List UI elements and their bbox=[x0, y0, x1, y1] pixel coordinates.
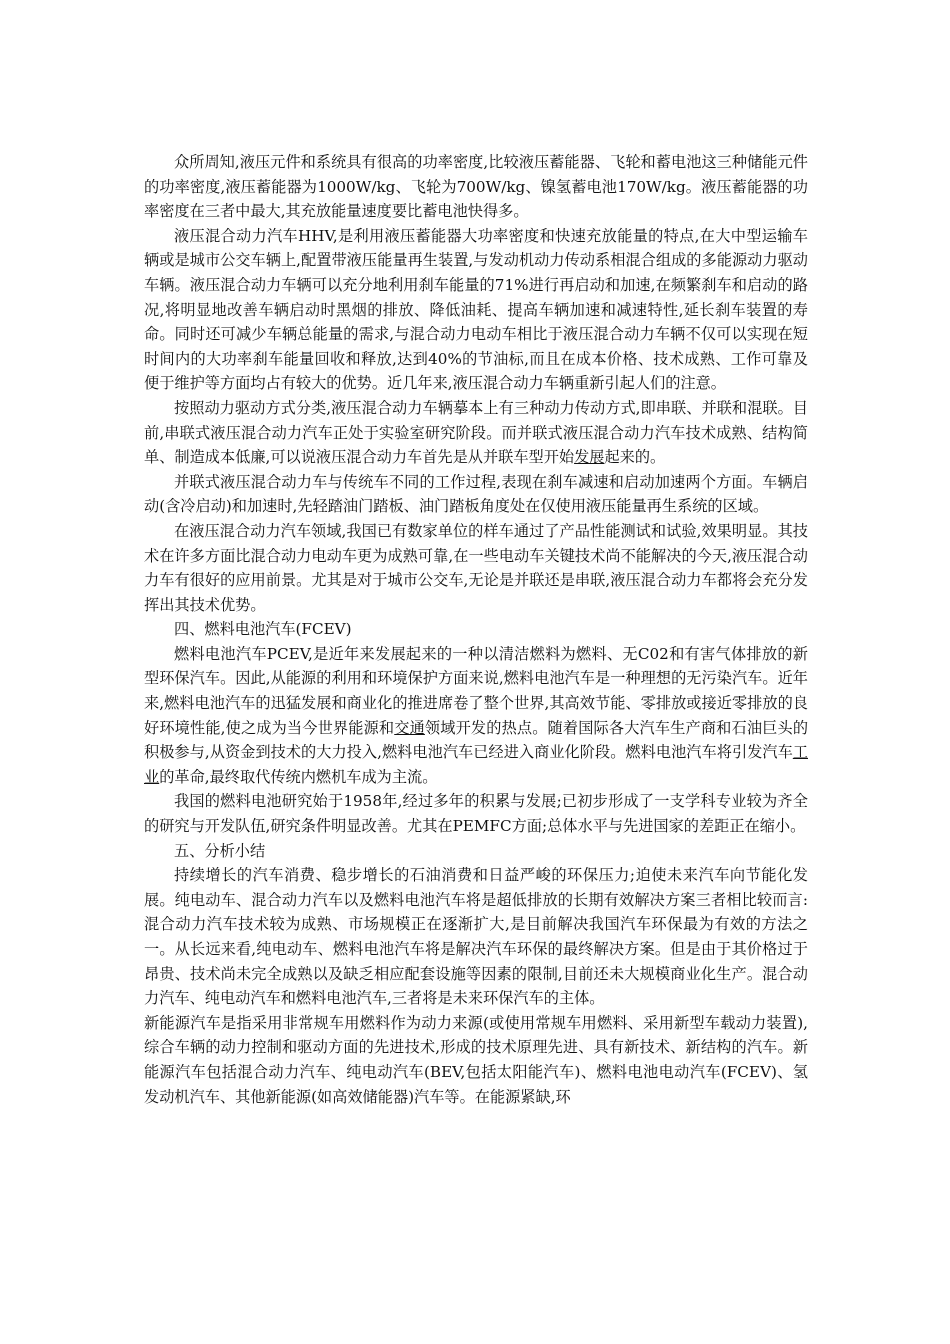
paragraph-parallel-process: 并联式液压混合动力车与传统车不同的工作过程,表现在刹车减速和启动加速两个方面。车辆启动(含冷启动)和加速时,先轻踏油门踏板、油门踏板角度处在仅使用液压能量再生系统的区域。 bbox=[144, 472, 808, 516]
link-development[interactable]: 发展 bbox=[574, 448, 605, 467]
text-run: 起来的。 bbox=[604, 448, 666, 467]
link-industry[interactable]: 工业 bbox=[144, 743, 808, 786]
text-run: 的革命,最终取代传统内燃机车成为主流。 bbox=[159, 767, 438, 786]
paragraph-fcev-intro bbox=[144, 642, 808, 790]
paragraph-domestic-status: 在液压混合动力汽车领域,我国已有数家单位的样车通过了产品性能测试和试验,效果明显。其技术在许多方面比混合动力电动车更为成熟可靠,在一些电动车关键技术尚不能解决的今天,液压混合动力车有很好的应用前景。尤其是对于城市公交车,无论是并联还是串联,液压混合动力车都将会充分发挥出其技术优势。 bbox=[144, 521, 808, 614]
paragraph-drive-modes bbox=[144, 396, 808, 470]
text-run: 按照动力驱动方式分类,液压混合动力车辆摹本上有三种动力传动方式,即串联、并联和混联。目前,串联式液压混合动力汽车正处于实验室研究阶段。而并联式液压混合动力汽车技术成熟、结构简单、制造成本低廉,可以说液压混合动力车首先是从并联车型开始 bbox=[144, 398, 808, 467]
section-heading-summary: 五、分析小结 bbox=[174, 841, 266, 860]
paragraph-power-density: 众所周知,液压元件和系统具有很高的功率密度,比较液压蓄能器、飞轮和蓄电池这三种储能元件的功率密度,液压蓄能器为1000W/kg、飞轮为700W/kg、镍氢蓄电池170W/kg。液压蓄能器的功率密度在三者中最大,其充放能量速度要比蓄电池快得多。 bbox=[144, 153, 808, 221]
paragraph-new-energy-definition: 新能源汽车是指采用非常规车用燃料作为动力来源(或使用常规车用燃料、采用新型车载动力装置),综合车辆的动力控制和驱动方面的先进技术,形成的技术原理先进、具有新技术、新结构的汽车。新能源汽车包括混合动力汽车、纯电动汽车(BEV,包括太阳能汽车)、燃料电池电动汽车(FCEV)、氢发动机汽车、其他新能源(如高效储能器)汽车等。在能源紧缺,环 bbox=[144, 1013, 808, 1106]
document-body bbox=[144, 150, 808, 1109]
text-run: 燃料电池汽车PCEV,是近年来发展起来的一种以清洁燃料为燃料、无C02和有害气体排放的新型环保汽车。因此,从能源的利用和环境保护方面来说,燃料电池汽车是一种理想的无污染汽车。近年来,燃料电池汽车的迅猛发展和商业化的推进席卷了整个世界,其高效节能、零排放或接近零排放的良好环境性能,使之成为当今世界能源和 bbox=[144, 644, 808, 737]
link-transportation[interactable]: 交通 bbox=[394, 718, 425, 737]
text-run: 领域开发的热点。随着国际各大汽车生产商和石油巨头的积极参与,从资金到技术的大力投入,燃料电池汽车已经进入商业化阶段。燃料电池汽车将引发汽车 bbox=[144, 718, 809, 762]
section-heading-fcev: 四、燃料电池汽车(FCEV) bbox=[174, 620, 352, 639]
paragraph-hhv-intro: 液压混合动力汽车HHV,是利用液压蓄能器大功率密度和快速充放能量的特点,在大中型运输车辆或是城市公交车辆上,配置带液压能量再生装置,与发动机动力传动系相混合组成的多能源动力驱动车辆。液压混合动力车辆可以充分地利用刹车能量的71%进行再启动和加速,在频繁刹车和启动的路况,将明显地改善车辆启动时黑烟的排放、降低油耗、提高车辆加速和减速特性,延长刹车装置的寿命。同时还可减少车辆总能量的需求,与混合动力电动车相比于液压混合动力车辆不仅可以实现在短时间内的大功率刹车能量回收和释放,达到40%的节油标,而且在成本价格、技术成熟、工作可靠及便于维护等方面均占有较大的优势。近几年来,液压混合动力车辆重新引起人们的注意。 bbox=[144, 226, 808, 393]
paragraph-summary: 持续增长的汽车消费、稳步增长的石油消费和日益严峻的环保压力;迫使未来汽车向节能化发展。纯电动车、混合动力汽车以及燃料电池汽车将是超低排放的长期有效解决方案三者相比较而言:混合动力汽车技术较为成熟、市场规模正在逐渐扩大,是目前解决我国汽车环保最为有效的方法之一。从长远来看,纯电动车、燃料电池汽车将是解决汽车环保的最终解决方案。但是由于其价格过于昂贵、技术尚未完全成熟以及缺乏相应配套设施等因素的限制,目前还未大规模商业化生产。混合动力汽车、纯电动汽车和燃料电池汽车,三者将是未来环保汽车的主体。 bbox=[144, 866, 808, 1008]
paragraph-fuel-cell-research: 我国的燃料电池研究始于1958年,经过多年的积累与发展;已初步形成了一支学科专业较为齐全的研究与开发队伍,研究条件明显改善。尤其在PEMFC方面;总体水平与先进国家的差距正在缩小。 bbox=[144, 792, 808, 836]
